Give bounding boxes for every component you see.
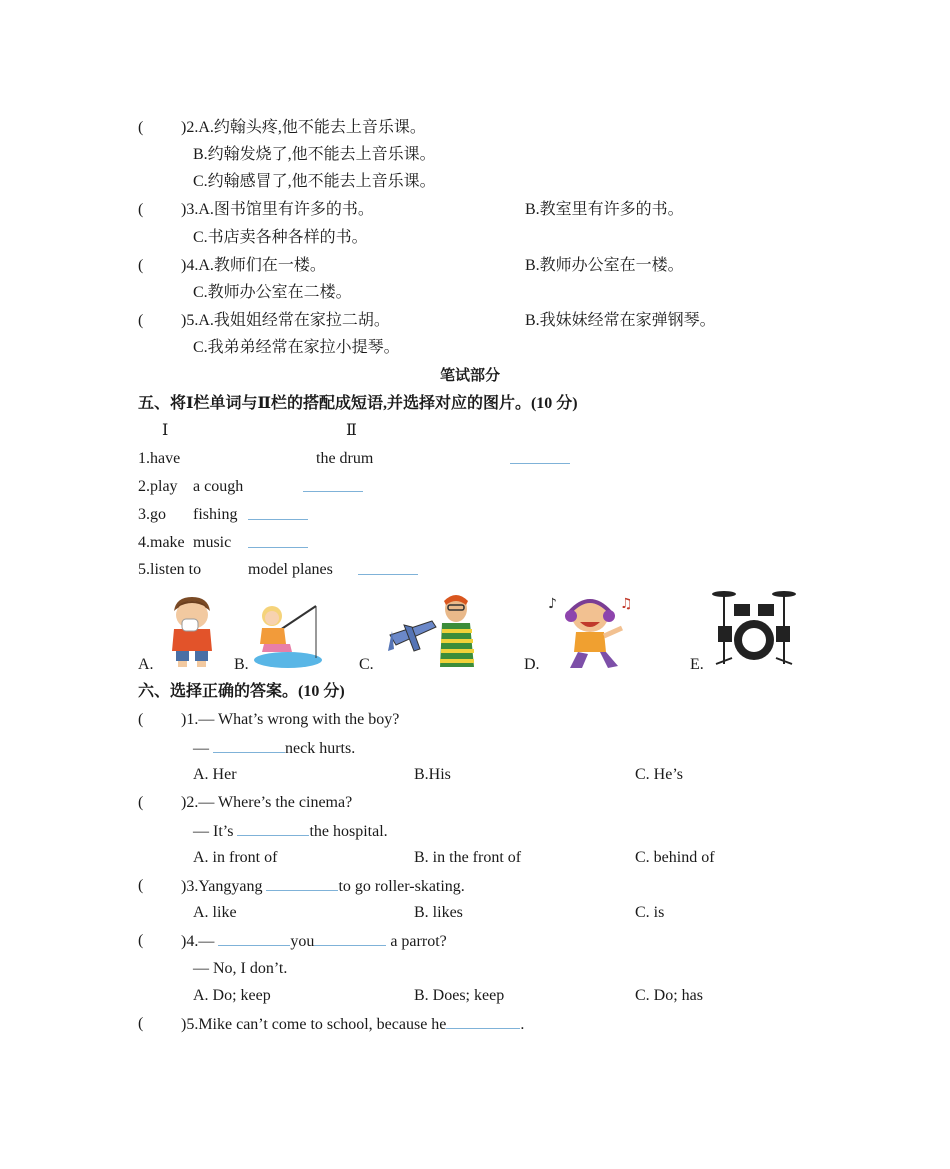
q6-1-answer-pre: — bbox=[193, 740, 213, 757]
q6-3-option-c: C. is bbox=[635, 904, 665, 921]
q4-2-paren[interactable]: ( bbox=[138, 119, 144, 136]
q6-3-blank[interactable] bbox=[266, 876, 338, 891]
q6-4-question-pre: )4.— bbox=[181, 933, 219, 950]
q6-5-blank[interactable] bbox=[446, 1014, 520, 1029]
q6-4-option-a: A. Do; keep bbox=[193, 987, 271, 1004]
match-5-word: 5.listen to bbox=[138, 561, 202, 578]
q6-3-option-b: B. likes bbox=[414, 904, 463, 921]
picture-label-e: E. bbox=[690, 656, 704, 673]
q6-2-option-c: C. behind of bbox=[635, 849, 715, 866]
picture-label-a: A. bbox=[138, 656, 154, 673]
q6-4-blank-2[interactable] bbox=[314, 931, 386, 946]
q6-1-question: )1.— What’s wrong with the boy? bbox=[181, 711, 400, 728]
model-plane-boy-picture bbox=[384, 591, 478, 669]
q6-4-question-post: a parrot? bbox=[386, 933, 447, 950]
q6-3-question-post: to go roller-skating. bbox=[338, 878, 465, 895]
q4-4-option-a: )4.A.教师们在一楼。 bbox=[181, 257, 326, 274]
q6-5-question-pre: )5.Mike can’t come to school, because he bbox=[181, 1016, 447, 1033]
q6-2-blank[interactable] bbox=[237, 821, 309, 836]
q4-3-option-a: )3.A.图书馆里有许多的书。 bbox=[181, 201, 374, 218]
match-2-word: 2.play bbox=[138, 478, 178, 495]
q6-2-paren[interactable]: ( bbox=[138, 794, 144, 811]
q4-2-option-c: C.约翰感冒了,他不能去上音乐课。 bbox=[193, 173, 436, 190]
q6-4-question-line bbox=[181, 931, 447, 952]
match-4-phrase: music bbox=[193, 534, 232, 551]
match-3-blank[interactable] bbox=[248, 505, 308, 526]
section5-title: 五、将Ⅰ栏单词与Ⅱ栏的搭配成短语,并选择对应的图片。(10 分) bbox=[138, 395, 578, 412]
q6-1-option-b: B.His bbox=[414, 766, 451, 783]
coughing-boy-picture bbox=[160, 593, 224, 669]
q4-4-paren[interactable]: ( bbox=[138, 257, 144, 274]
q6-4-option-b: B. Does; keep bbox=[414, 987, 505, 1004]
picture-label-c: C. bbox=[359, 656, 374, 673]
svg-text:♪: ♪ bbox=[548, 596, 557, 612]
picture-label-d: D. bbox=[524, 656, 540, 673]
q6-2-answer-pre: — It’s bbox=[193, 823, 238, 840]
q6-1-answer-post: neck hurts. bbox=[285, 740, 356, 757]
q4-3-paren[interactable]: ( bbox=[138, 201, 144, 218]
match-4-word: 4.make bbox=[138, 534, 185, 551]
q6-4-paren[interactable]: ( bbox=[138, 932, 144, 949]
q4-5-option-b: B.我妹妹经常在家弹钢琴。 bbox=[525, 312, 716, 329]
match-1-word: 1.have bbox=[138, 450, 181, 467]
q4-3-option-b: B.教室里有许多的书。 bbox=[525, 201, 684, 218]
q6-1-answer-line bbox=[193, 738, 355, 759]
q4-5-option-a: )5.A.我姐姐经常在家拉二胡。 bbox=[181, 312, 390, 329]
match-3-phrase: fishing bbox=[193, 506, 238, 523]
q4-5-paren[interactable]: ( bbox=[138, 312, 144, 329]
q6-2-option-b: B. in the front of bbox=[414, 849, 522, 866]
q6-4-answer: — No, I don’t. bbox=[193, 960, 288, 977]
q6-2-answer-line bbox=[193, 821, 388, 842]
q6-1-option-c: C. He’s bbox=[635, 766, 683, 783]
q6-3-question-pre: )3.Yangyang bbox=[181, 878, 267, 895]
svg-text:♫: ♫ bbox=[620, 596, 633, 612]
picture-label-b: B. bbox=[234, 656, 249, 673]
q4-3-option-c: C.书店卖各种各样的书。 bbox=[193, 229, 368, 246]
q4-2-option-a: )2.A.约翰头疼,他不能去上音乐课。 bbox=[181, 119, 426, 136]
music-listener-picture bbox=[542, 590, 638, 670]
match-1-blank[interactable] bbox=[510, 449, 570, 470]
q6-1-blank[interactable] bbox=[213, 738, 285, 753]
q6-4-option-c: C. Do; has bbox=[635, 987, 703, 1004]
match-4-blank[interactable] bbox=[248, 533, 308, 554]
written-part-title: 笔试部分 bbox=[440, 366, 501, 384]
match-5-blank[interactable] bbox=[358, 560, 418, 581]
q4-2-option-b: B.约翰发烧了,他不能去上音乐课。 bbox=[193, 146, 436, 163]
drum-kit-picture bbox=[710, 586, 798, 668]
q6-1-paren[interactable]: ( bbox=[138, 711, 144, 728]
q6-3-paren[interactable]: ( bbox=[138, 877, 144, 894]
q6-3-option-a: A. like bbox=[193, 904, 237, 921]
match-5-phrase: model planes bbox=[248, 561, 333, 578]
section6-title: 六、选择正确的答案。(10 分) bbox=[138, 683, 345, 700]
q6-5-question-line bbox=[181, 1014, 524, 1035]
q6-3-question-line bbox=[181, 876, 465, 897]
q6-4-question-mid: you bbox=[290, 933, 315, 950]
fishing-girl-picture bbox=[250, 600, 326, 670]
match-3-word: 3.go bbox=[138, 506, 166, 523]
q6-4-blank-1[interactable] bbox=[218, 931, 290, 946]
q6-2-answer-post: the hospital. bbox=[309, 823, 388, 840]
column-2-header: Ⅱ bbox=[346, 422, 357, 439]
q6-5-paren[interactable]: ( bbox=[138, 1015, 144, 1032]
match-1-phrase: the drum bbox=[316, 450, 374, 467]
q4-4-option-b: B.教师办公室在一楼。 bbox=[525, 257, 684, 274]
q6-5-question-post: . bbox=[520, 1016, 525, 1033]
q4-4-option-c: C.教师办公室在二楼。 bbox=[193, 284, 352, 301]
q6-2-option-a: A. in front of bbox=[193, 849, 278, 866]
match-2-phrase: a cough bbox=[193, 478, 244, 495]
q6-1-option-a: A. Her bbox=[193, 766, 237, 783]
column-1-header: Ⅰ bbox=[162, 422, 169, 439]
q6-2-question: )2.— Where’s the cinema? bbox=[181, 794, 353, 811]
q4-5-option-c: C.我弟弟经常在家拉小提琴。 bbox=[193, 339, 400, 356]
match-2-blank[interactable] bbox=[303, 477, 363, 498]
